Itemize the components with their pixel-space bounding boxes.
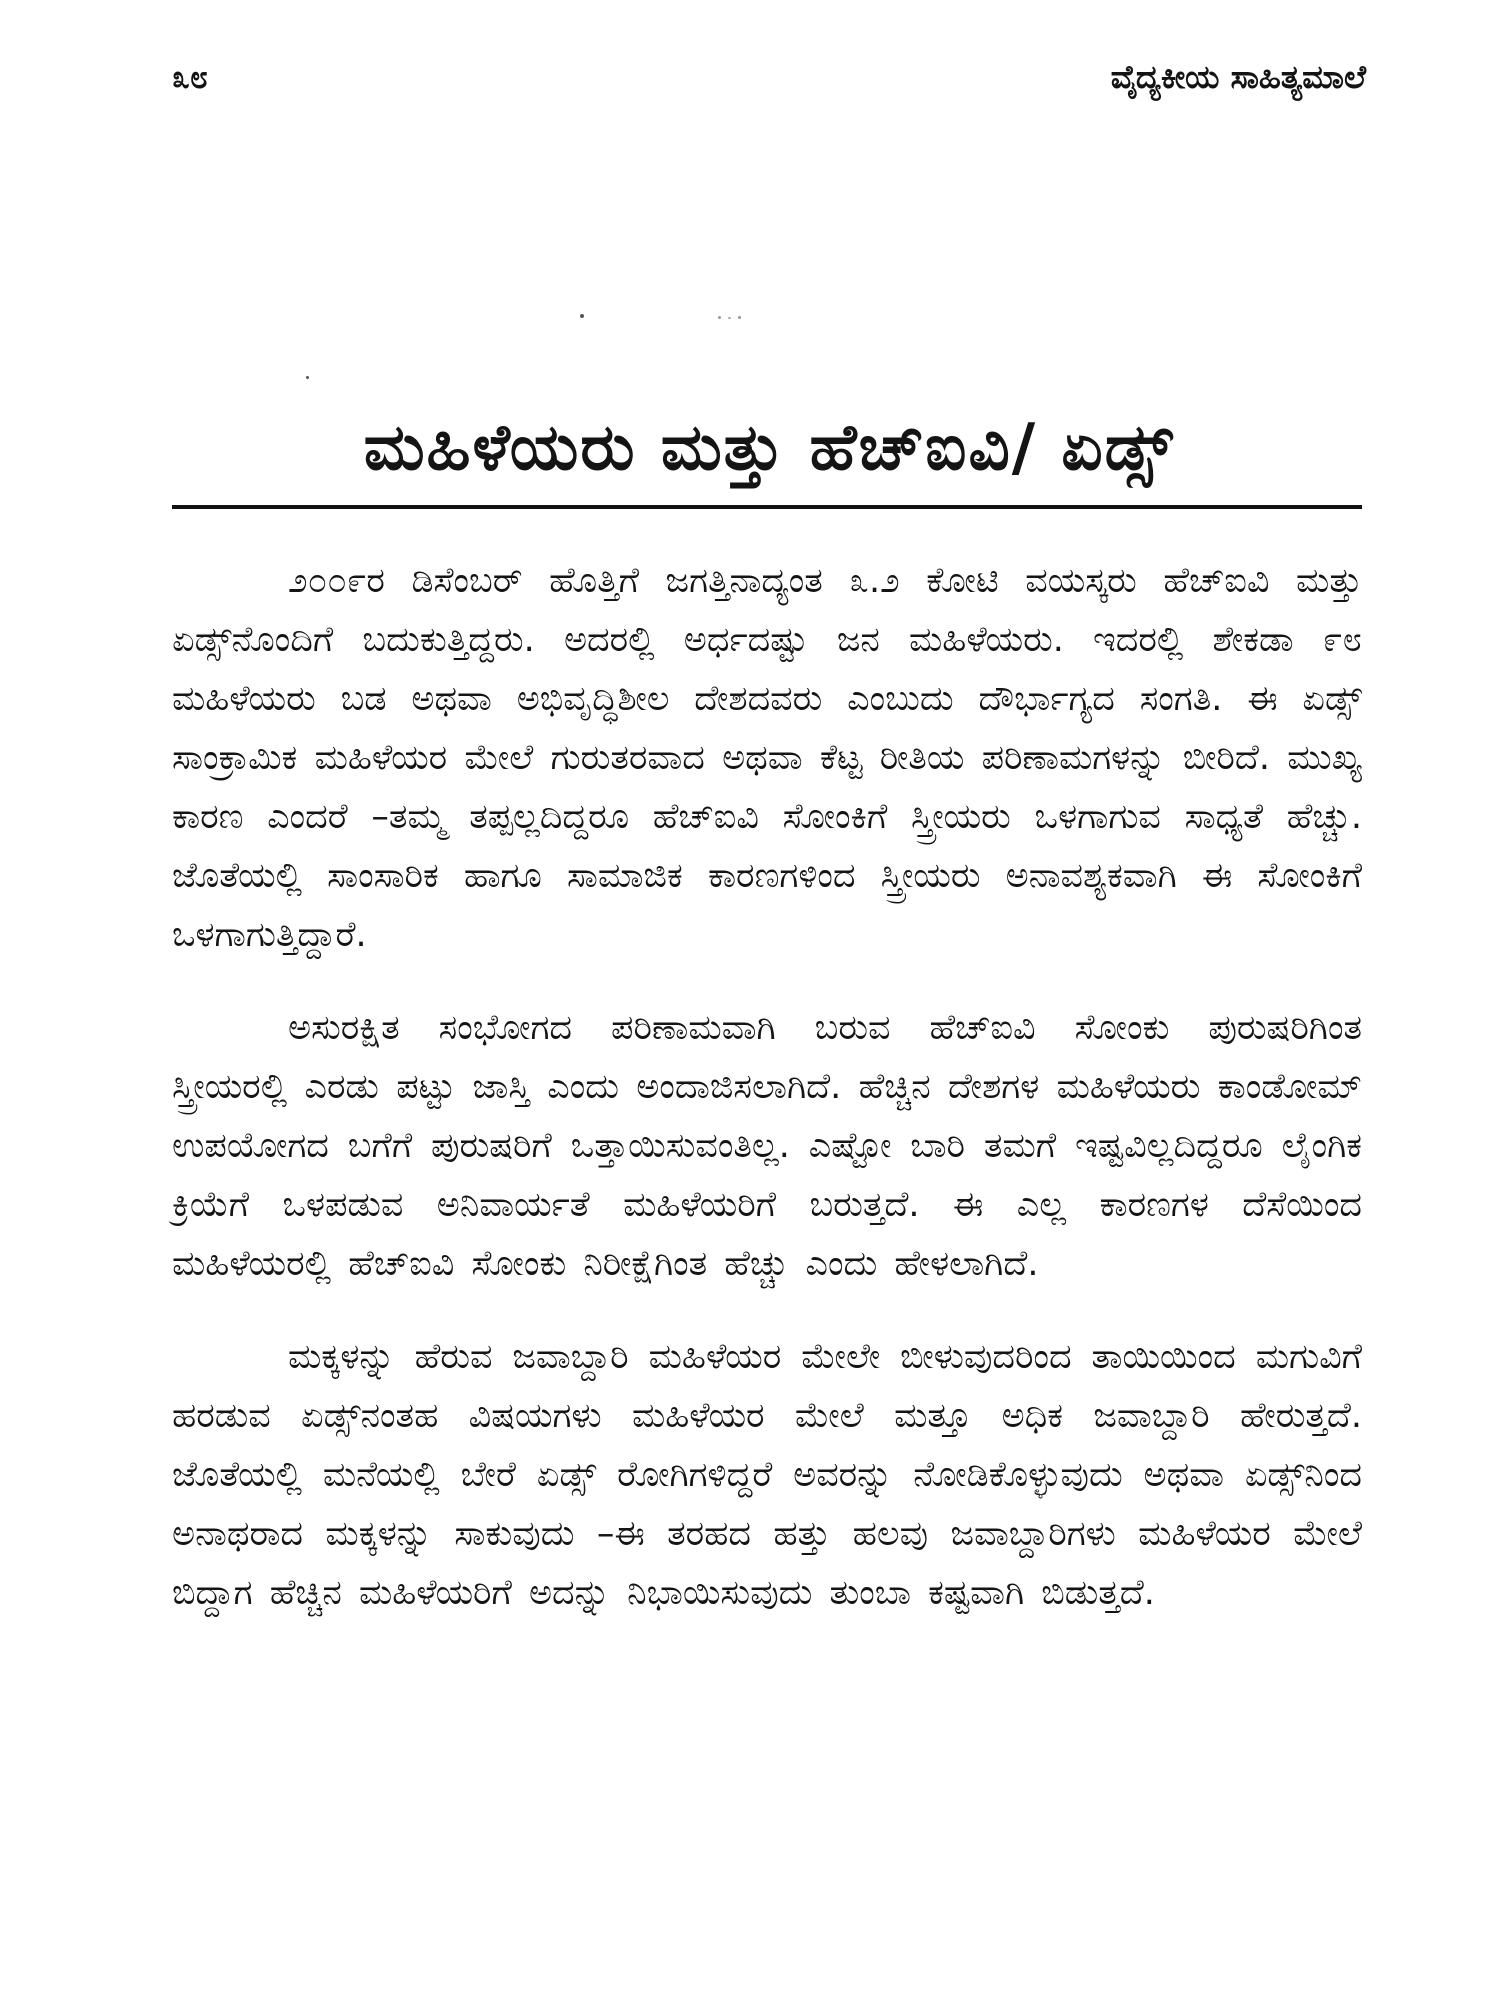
scan-speck: [580, 314, 584, 318]
paragraph: ೨೦೦೯ರ ಡಿಸೆಂಬರ್ ಹೊತ್ತಿಗೆ ಜಗತ್ತಿನಾದ್ಯಂತ ೩.೨ ಕೋಟಿ ವಯಸ್ಕರು ಹೆಚ್‌ಐವಿ ಮತ್ತು ಏಡ್ಸ್‌ನೊಂದಿಗೆ ಬದುಕುತ್ತಿದ್ದರು. ಅದರಲ್ಲಿ ಅರ್ಧದಷ್ಟು ಜನ ಮಹಿಳೆಯರು. ಇದರಲ್ಲಿ ಶೇಕಡಾ ೯೮ ಮಹಿಳೆಯರು ಬಡ ಅಥವಾ ಅಭಿವೃದ್ಧಿಶೀಲ ದೇಶದವರು ಎಂಬುದು ದೌರ್ಭಾಗ್ಯದ ಸಂಗತಿ. ಈ ಏಡ್ಸ್ ಸಾಂಕ್ರಾಮಿಕ ಮಹಿಳೆಯರ ಮೇಲೆ ಗುರುತರವಾದ ಅಥವಾ ಕೆಟ್ಟ ರೀತಿಯ ಪರಿಣಾಮಗಳನ್ನು ಬೀರಿದೆ. ಮುಖ್ಯ ಕಾರಣ ಎಂದರೆ –ತಮ್ಮ ತಪ್ಪಲ್ಲದಿದ್ದರೂ ಹೆಚ್‌ಐವಿ ಸೋಂಕಿಗೆ ಸ್ತ್ರೀಯರು ಒಳಗಾಗುವ ಸಾಧ್ಯತೆ ಹೆಚ್ಚು. ಜೊತೆಯಲ್ಲಿ ಸಾಂಸಾರಿಕ ಹಾಗೂ ಸಾಮಾಜಿಕ ಕಾರಣಗಳಿಂದ ಸ್ತ್ರೀಯರು ಅನಾವಶ್ಯಕವಾಗಿ ಈ ಸೋಂಕಿಗೆ ಒಳಗಾಗುತ್ತಿದ್ದಾರೆ.: [172, 561, 1362, 955]
running-header: [172, 52, 1366, 102]
page-number: ೩೮: [172, 58, 208, 96]
title-divider: [172, 505, 1362, 509]
scan-speck: [718, 316, 721, 319]
scan-speck: [306, 376, 309, 379]
book-title: ವೈದ್ಯಕೀಯ ಸಾಹಿತ್ಯಮಾಲೆ: [1110, 58, 1366, 96]
chapter-title: ಮಹಿಳೆಯರು ಮತ್ತು ಹೆಚ್‌ಐವಿ/ ಏಡ್ಸ್: [363, 411, 1175, 485]
scan-speck: [738, 316, 741, 319]
scan-speck: [728, 317, 731, 319]
paragraph: ಮಕ್ಕಳನ್ನು ಹೆರುವ ಜವಾಬ್ದಾರಿ ಮಹಿಳೆಯರ ಮೇಲೇ ಬೀಳುವುದರಿಂದ ತಾಯಿಯಿಂದ ಮಗುವಿಗೆ ಹರಡುವ ಏಡ್ಸ್‌ನಂತಹ ವಿಷಯಗಳು ಮಹಿಳೆಯರ ಮೇಲೆ ಮತ್ತೂ ಅಧಿಕ ಜವಾಬ್ದಾರಿ ಹೇರುತ್ತದೆ. ಜೊತೆಯಲ್ಲಿ ಮನೆಯಲ್ಲಿ ಬೇರೆ ಏಡ್ಸ್ ರೋಗಿಗಳಿದ್ದರೆ ಅವರನ್ನು ನೋಡಿಕೊಳ್ಳುವುದು ಅಥವಾ ಏಡ್ಸ್‌ನಿಂದ ಅನಾಥರಾದ ಮಕ್ಕಳನ್ನು ಸಾಕುವುದು –ಈ ತರಹದ ಹತ್ತು ಹಲವು ಜವಾಬ್ದಾರಿಗಳು ಮಹಿಳೆಯರ ಮೇಲೆ ಬಿದ್ದಾಗ ಹೆಚ್ಚಿನ ಮಹಿಳೆಯರಿಗೆ ಅದನ್ನು ನಿಭಾಯಿಸುವುದು ತುಂಬಾ ಕಷ್ಟವಾಗಿ ಬಿಡುತ್ತದೆ.: [172, 1337, 1362, 1613]
body-text: [172, 552, 1362, 1657]
paragraph: ಅಸುರಕ್ಷಿತ ಸಂಭೋಗದ ಪರಿಣಾಮವಾಗಿ ಬರುವ ಹೆಚ್‌ಐವಿ ಸೋಂಕು ಪುರುಷರಿಗಿಂತ ಸ್ತ್ರೀಯರಲ್ಲಿ ಎರಡು ಪಟ್ಟು ಜಾಸ್ತಿ ಎಂದು ಅಂದಾಜಿಸಲಾಗಿದೆ. ಹೆಚ್ಚಿನ ದೇಶಗಳ ಮಹಿಳೆಯರು ಕಾಂಡೋಮ್ ಉಪಯೋಗದ ಬಗೆಗೆ ಪುರುಷರಿಗೆ ಒತ್ತಾಯಿಸುವಂತಿಲ್ಲ. ಎಷ್ಟೋ ಬಾರಿ ತಮಗೆ ಇಷ್ಟವಿಲ್ಲದಿದ್ದರೂ ಲೈಂಗಿಕ ಕ್ರಿಯೆಗೆ ಒಳಪಡುವ ಅನಿವಾರ್ಯತೆ ಮಹಿಳೆಯರಿಗೆ ಬರುತ್ತದೆ. ಈ ಎಲ್ಲ ಕಾರಣಗಳ ದೆಸೆಯಿಂದ ಮಹಿಳೆಯರಲ್ಲಿ ಹೆಚ್‌ಐವಿ ಸೋಂಕು ನಿರೀಕ್ಷೆಗಿಂತ ಹೆಚ್ಚು ಎಂದು ಹೇಳಲಾಗಿದೆ.: [172, 1008, 1362, 1284]
